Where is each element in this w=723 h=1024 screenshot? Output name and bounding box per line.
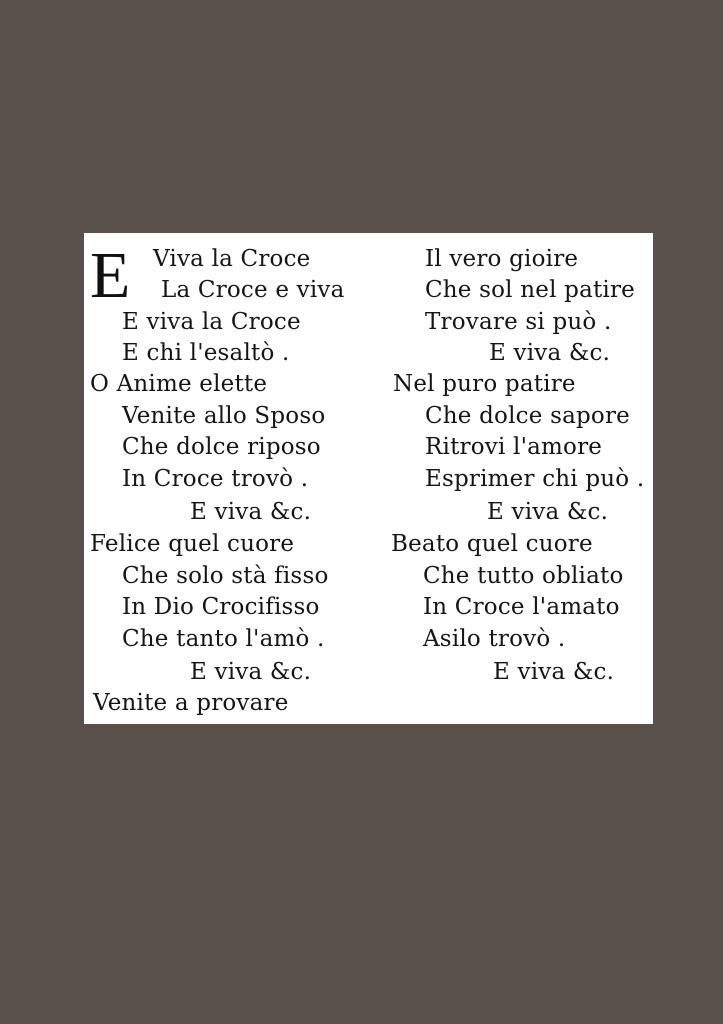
verse-line: In Croce l'amato (423, 594, 620, 620)
verse-line: Che tanto l'amò . (122, 626, 325, 652)
verse-line: Nel puro patire (393, 371, 576, 397)
verse-line: O Anime elette (90, 371, 268, 397)
verse-line: Ritrovi l'amore (425, 434, 603, 460)
verse-line: Asilo trovò . (423, 626, 566, 652)
refrain-line: E viva &c. (489, 340, 611, 366)
verse-line: Trovare si può . (425, 309, 612, 335)
drop-cap: E (90, 239, 131, 312)
verse-line: E chi l'esaltò . (122, 340, 290, 366)
verse-line: E viva la Croce (122, 309, 301, 335)
refrain-line: E viva &c. (190, 659, 312, 685)
verse-line: Che solo stà fisso (122, 563, 329, 589)
verse-line: Che dolce sapore (425, 403, 630, 429)
verse-line: Il vero gioire (425, 246, 579, 272)
verse-line: In Croce trovò . (122, 466, 309, 492)
verse-line: In Dio Crocifisso (122, 594, 320, 620)
verse-line: Venite allo Sposo (122, 403, 326, 429)
printed-page (84, 233, 653, 724)
verse-line: Esprimer chi può . (425, 466, 645, 492)
verse-line: Beato quel cuore (391, 531, 593, 557)
verse-line: Felice quel cuore (90, 531, 295, 557)
verse-line: Viva la Croce (153, 246, 311, 272)
verse-line: Venite a provare (93, 690, 289, 716)
verse-line: Che sol nel patire (425, 277, 635, 303)
verse-line: Che dolce riposo (122, 434, 321, 460)
verse-line: Che tutto obliato (423, 563, 624, 589)
refrain-line: E viva &c. (190, 499, 312, 525)
refrain-line: E viva &c. (493, 659, 615, 685)
verse-line: La Croce e viva (161, 277, 345, 303)
refrain-line: E viva &c. (487, 499, 609, 525)
